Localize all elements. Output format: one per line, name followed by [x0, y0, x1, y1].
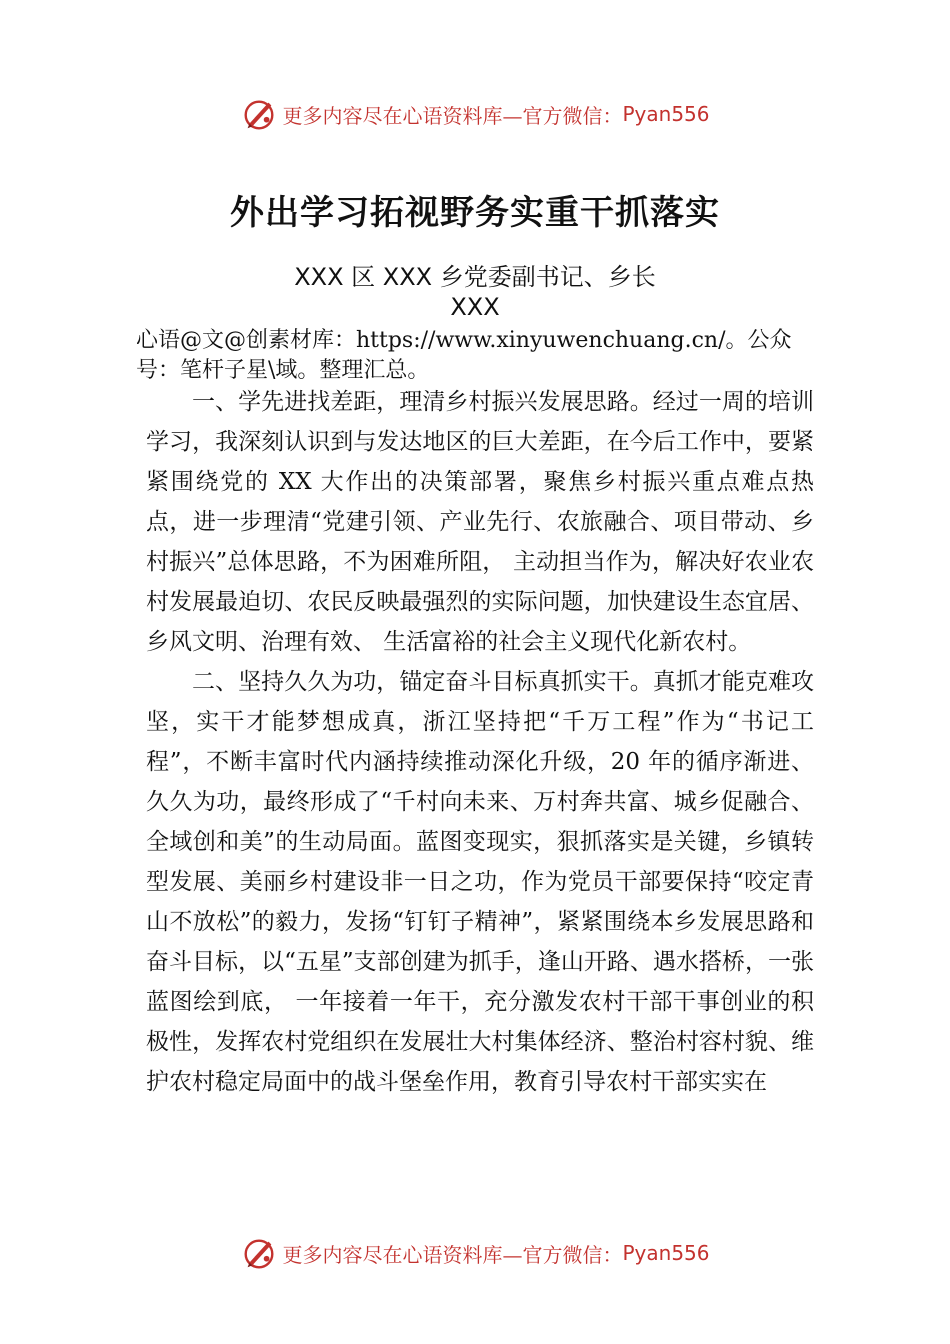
watermark-text: 更多内容尽在心语资料库—官方微信： [282, 103, 623, 128]
author-line-2: XXX [450, 293, 500, 321]
watermark-account: Pyan556 [622, 102, 710, 126]
source-note: 心语@文@创素材库：https://www.xinyuwenchuang.cn/。公众号：笔杆子星\域。整理汇总。 [136, 328, 792, 383]
paragraph-1: 一、学先进找差距，理清乡村振兴发展思路。经过一周的培训学习，我深刻认识到与发达地区的巨大差距，在今后工作中，要紧紧围绕党的 XX 大作出的决策部署，聚焦乡村振兴重点难点热点，进一步理清“党建引领、产业先行、农旅融合、项目带动、乡村振兴”总体思路，不为困难所阻， 主动担当作为，解决好农业农村发展最迫切、农民反映最强烈的实际问题，加快建设生态宜居、乡风文明、治理有效、 生活富裕的社会主义现代化新农村。 [146, 389, 814, 655]
page-title: 外出学习拓视野务实重干抓落实 [230, 193, 720, 233]
pen-logo-icon [240, 1234, 278, 1272]
paragraph-2: 二、坚持久久为功，锚定奋斗目标真抓实干。真抓才能克难攻坚，实干才能梦想成真，浙江坚持把“千万工程”作为“书记工程”，不断丰富时代内涵持续推动深化升级，20 年的循序渐进、久久为功，最终形成了“千村向未来、万村奔共富、城乡促融合、全域创和美”的生动局面。蓝图变现实，狠抓落实是关键，乡镇转型发展、美丽乡村建设非一日之功，作为党员干部要保持“咬定青山不放松”的毅力，发扬“钉钉子精神”，紧紧围绕本乡发展思路和奋斗目标，以“五星”支部创建为抓手，逢山开路、遇水搭桥，一张蓝图绘到底， 一年接着一年干，充分激发农村干部干事创业的积极性，发挥农村党组织在发展壮大村集体经济、整治村容村貌、维护农村稳定局面中的战斗堡垒作用，教育引导农村干部实实在 [146, 669, 814, 1095]
body-text [146, 382, 814, 1102]
watermark-account: Pyan556 [622, 1241, 710, 1265]
footer-watermark [0, 1231, 950, 1275]
pen-logo-icon [240, 95, 278, 133]
watermark-text: 更多内容尽在心语资料库—官方微信： [282, 1242, 623, 1267]
header-watermark [0, 92, 950, 136]
author-line-1: XXX 区 XXX 乡党委副书记、乡长 [294, 263, 656, 291]
author-block [0, 262, 950, 322]
